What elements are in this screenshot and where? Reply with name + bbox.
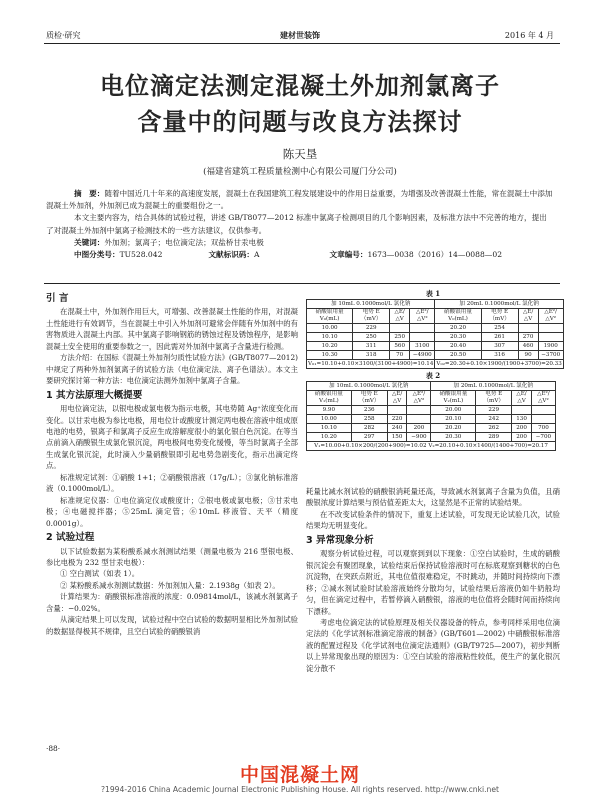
header-date: 2016 年 4 月 (504, 31, 554, 40)
table-cell: 70 (390, 351, 410, 360)
table-cell (410, 324, 435, 333)
table-cell: 229 (353, 324, 390, 333)
anomaly-paragraph-1: 观察分析试验过程，可以观察到到以下现象：①空白试验时，生成的硝酸银沉淀会有聚团现象，试验结束后保持试验溶液时可在标底观察到糖状的白色沉淀物，在突跃点附近，其电位值很难稳定，不时跳动，并随时间持续向下漂移；②减水剂试验时试验溶液始终分散均匀，试验结果后溶液仍如牛奶般均匀，但在滴定过程中，若暂停滴入硝酸银，溶液的电位值将会随时间而持续向下漂移。 (306, 549, 560, 616)
section-intro-heading: 引 言 (46, 293, 69, 304)
table-cell: 242 (476, 415, 512, 424)
cls-label: 中图分类号： (74, 250, 120, 260)
table-cell (512, 406, 532, 415)
table-cell: −3700 (538, 351, 563, 360)
table-cell: 10.00 (307, 415, 352, 424)
table-cell (538, 333, 563, 342)
table-cell: 150 (387, 433, 407, 442)
abstract-text1: 随着中国近几十年来的高速度发展，混凝土在我国建筑工程发展建设中的作用日益重要，为增强及改善混凝土性能，常在混凝土中添加混凝土外加剂，外加剂已成为混凝土的重要组份之一。 (46, 189, 553, 211)
table-cell (407, 415, 431, 424)
table-cell: 236 (351, 406, 387, 415)
table1 (306, 299, 564, 369)
table-cell: 282 (351, 424, 387, 433)
table-cell: 270 (518, 333, 538, 342)
abstract-rule (44, 283, 560, 284)
process-result: 计算结果为：硝酸银标准溶液的浓度：0.09814mol/L，该减水剂氯离子含量：−0.02%。 (46, 592, 298, 613)
table-cell: −900 (407, 433, 431, 442)
table2-header: △E²/△V² (531, 391, 555, 406)
table-cell: 10.20 (307, 342, 353, 351)
table1-header: △E²/△V² (538, 309, 563, 324)
table1-caption: 表 1 (425, 289, 441, 298)
table-cell: 90 (518, 351, 538, 360)
table1-foot-right: V₀₂=20.30+0.10×1900/(1900+3700)=20.33 (436, 360, 562, 367)
cls-value: TU528.042 (119, 250, 163, 260)
table-cell: 262 (476, 424, 512, 433)
anomaly-paragraph-2: 考虑电位滴定法的试验原理及相关仪器设备的特点，参考同样采用电位滴定法的《化学试剂标准滴定溶液的制备》(GB/T601—2002) 中硝酸银标准溶液的配置过程及《化学试剂电位滴定法通则》(GB/T9725—2007)，初步判断以上异常现象出现的原因为：①空白试验的溶液粘性较低，使生产的氯化银沉淀分散不 (306, 617, 560, 673)
table2-header: 电势 E（mV） (476, 391, 512, 406)
table-cell: 10.00 (307, 324, 353, 333)
table-cell: 10.10 (307, 424, 352, 433)
keywords-text: 外加剂；氯离子；电位滴定法；双盐桥甘汞电极 (104, 237, 264, 247)
table-cell: 261 (481, 333, 518, 342)
process-item-2: ② 某粉酸系减水剂测试数据：外加剂加入量：2.1938g（如表 2）。 (60, 580, 280, 590)
art-value: 1673—0038（2016）14—0088—02 (367, 250, 503, 260)
table-cell (387, 406, 407, 415)
table-cell: −700 (531, 433, 555, 442)
paper-title-line1: 电位滴定法测定混凝土外加剂氯离子 (100, 72, 500, 100)
abstract (46, 188, 554, 261)
right-column-text (306, 486, 560, 742)
table1-header: △E²/△V² (410, 309, 435, 324)
table-cell: 240 (387, 424, 407, 433)
table-cell: 258 (351, 415, 387, 424)
table-row (307, 406, 556, 415)
table-cell: 200 (407, 424, 431, 433)
doc-label: 文献标识码： (208, 250, 254, 260)
principle-paragraph: 用电位滴定法，以银电极或氯电极为指示电极，其电势随 Ag⁺浓度变化而变化。以甘汞电极为参比电极，用电位计或酸度计测定两电极在溶液中组成原电池的电势，银离子和氯离子反应生成溶解度很小的氯化银白色沉淀。在等当点前滴入硝酸银生成氯化银沉淀，两电极间电势变化缓慢，等当时氯离子全部生成氯化银沉淀，此时滴入少量硝酸银即引起电势急剧变化，指示出滴定终点。 (46, 404, 298, 471)
table2-header: 硝酸银用量 V₁(mL) (307, 391, 352, 406)
table-row (307, 415, 556, 424)
table-cell: 316 (481, 351, 518, 360)
art-label: 文章编号： (329, 250, 368, 260)
table-cell: 10.30 (307, 351, 353, 360)
table-cell: 3100 (410, 342, 435, 351)
table2-header: △E²/△V² (407, 391, 431, 406)
table2-header: △E/△V (512, 391, 532, 406)
table-row (307, 351, 564, 360)
table1-foot-left: V₀₁=10.10+0.10×3100/(3100+4900)=10.14 (308, 360, 434, 367)
affiliation: (福建省建筑工程质量检测中心有限公司厦门分公司) (203, 167, 397, 177)
table-row (307, 433, 556, 442)
process-paragraph-1: 以下试验数据为某粉酸系减水剂测试结果（测量电极为 216 型银电极、参比电极为 232 型甘汞电极）： (46, 546, 298, 567)
header-section: 质检·研究 (46, 31, 81, 40)
intro-paragraph-1: 在混凝土中，外加剂作用巨大，可增强、改善混凝土性能的作用，对混凝土性能进行有效调节，当在混凝土中引入外加剂可避常会伴随有外加剂中的有害物质进入混凝土内部。其中氯离子影响钢筋的锈蚀过程及锈蚀程序，是影响混凝土安全使用的重要参数之一，因此需对外加剂中氯离子含量进行检测。 (46, 307, 298, 351)
left-column (46, 290, 298, 742)
table-cell: 254 (481, 324, 518, 333)
table-cell: 20.40 (435, 342, 481, 351)
table-cell: 318 (353, 351, 390, 360)
table-cell: 10.10 (307, 333, 353, 342)
watermark: 中国混凝土网 (239, 764, 360, 786)
table2-group-right: 加 20mL 0.1000mol/L 氯化钠 (431, 382, 556, 391)
table-row (307, 324, 564, 333)
table-cell: 20.20 (435, 324, 481, 333)
table-cell: 20.10 (431, 415, 476, 424)
table-cell: 200 (512, 433, 532, 442)
table-cell: −4900 (410, 351, 435, 360)
table-cell: 200 (512, 424, 532, 433)
table-row (307, 424, 556, 433)
reagents-paragraph: 标准规定试剂：①硝酸 1+1；②硝酸银溶液（17g/L）；③氯化钠标准溶液（0.1000mol/L）。 (46, 472, 298, 494)
table-cell: 1900 (538, 342, 563, 351)
header-journal: 建材世装饰 (280, 30, 320, 40)
table-cell: 20.30 (435, 333, 481, 342)
table-cell: 307 (481, 342, 518, 351)
table-cell: 250 (390, 333, 410, 342)
abstract-text2: 本文主要内容为，结合具体的试验过程，讲述 GB/T8077—2012 标准中氯离子检测项目的几个影响因素，及标准方法中不完善的地方，提出了对混凝土外加剂中氯离子检测技术的一些方法建议，仅供参考。 (46, 213, 547, 235)
table-cell (538, 324, 563, 333)
table-cell: 311 (353, 342, 390, 351)
table1-group-left: 加 10mL 0.1000mol/L 氯化钠 (307, 300, 435, 309)
table2-header: △E/△V (387, 391, 407, 406)
author: 陈天垦 (282, 147, 318, 161)
table1-header: △E/△V (518, 309, 538, 324)
table-cell (410, 333, 435, 342)
table1-group-right: 加 20mL 0.1000mol/L 氯化钠 (435, 300, 563, 309)
page-number: ·88· (46, 744, 61, 753)
table-cell (531, 406, 555, 415)
abstract-label: 摘 要： (74, 189, 105, 198)
table-cell: 10.20 (307, 433, 352, 442)
table1-header: 电势 E（mV） (353, 309, 390, 324)
keywords-label: 关键词： (74, 237, 105, 247)
table-cell: 20.00 (431, 406, 476, 415)
table-cell: 9.90 (307, 406, 352, 415)
table-cell: 250 (353, 333, 390, 342)
table-cell: 700 (531, 424, 555, 433)
doc-value: A (254, 250, 260, 260)
header-rule (44, 43, 560, 44)
table2-group-left: 加 10mL 0.1000mol/L 氯化钠 (307, 382, 431, 391)
table1-header: △E/△V (390, 309, 410, 324)
table-cell: 220 (387, 415, 407, 424)
table1-header: 硝酸银用量 V₀(mL) (307, 309, 353, 324)
table2-caption: 表 2 (425, 371, 441, 380)
table2-foot: V₁=10.00+0.10×200/(200+900)=10.02 V₂=20.10+0.10×1400/(1400+700)=20.17 (307, 442, 556, 451)
table-cell (407, 406, 431, 415)
table-cell: 460 (518, 342, 538, 351)
table-cell: 20.30 (431, 433, 476, 442)
table-cell: 229 (476, 406, 512, 415)
copyright: ?1994-2016 China Academic Journal Electronic Publishing House. All rights reserved. http://www.cnki.net (100, 785, 499, 794)
section-3-heading: 3 异常现象分析 (306, 534, 374, 546)
table-cell: 20.50 (435, 351, 481, 360)
table-cell (518, 324, 538, 333)
table-cell: 130 (512, 415, 532, 424)
process-item-1: ① 空白测试（如表 1）。 (60, 569, 140, 579)
table-cell: 20.20 (431, 424, 476, 433)
table2-header: 电势 E（mV） (351, 391, 387, 406)
table-row (307, 342, 564, 351)
table-row (307, 333, 564, 342)
table1-header: 硝酸银用量 V₀(mL) (435, 309, 481, 324)
table-cell: 297 (351, 433, 387, 442)
right-column (306, 289, 560, 451)
table-cell (390, 324, 410, 333)
table-cell: 289 (476, 433, 512, 442)
paper-title-line2: 含量中的问题与改良方法探讨 (137, 108, 463, 136)
table2-header: 硝酸银用量 V₂(mL) (431, 391, 476, 406)
analysis-paragraph-2: 在不改变试验条件的情况下，重复上述试验，可发现无论试验几次，试验结果均无明显变化。 (306, 509, 560, 531)
intro-paragraph-2: 方法介绍：在国标《混凝土外加剂匀质性试验方法》(GB/T8077—2012)中规定了两种外加剂氯离子的试验方法（电位滴定法、离子色谱法）。本文主要研究探讨第一种方法：电位滴定法测外加剂中氯离子含量。 (46, 353, 298, 386)
table-cell: 560 (390, 342, 410, 351)
process-paragraph-2: 从滴定结果上可以发现，试验过程中空白试验的数据明显相比外加剂试验的数据显得极其不规律，且空白试验的硝酸银消 (46, 615, 298, 636)
section-2-heading: 2 试验过程 (46, 532, 95, 544)
table1-header: 电势 E（mV） (481, 309, 518, 324)
instruments-paragraph: 标准规定仪器：①电位滴定仪或酸度计；②银电极或氯电极；③甘汞电极；④电磁搅拌器；⑤25mL 滴定管；⑥10mL 移液管、天平（精度 0.0001g）。 (46, 495, 298, 528)
table-cell (531, 415, 555, 424)
section-1-heading: 1 其方法原理大概提要 (46, 389, 143, 401)
analysis-paragraph-1: 耗量比减水剂试验的硝酸银消耗量还高，导致减水剂氯离子含量为负值，且硝酸银浓度计算结果与预估值差距太大，这显然是不正常的试验结果。 (306, 487, 560, 508)
table2 (306, 381, 556, 451)
